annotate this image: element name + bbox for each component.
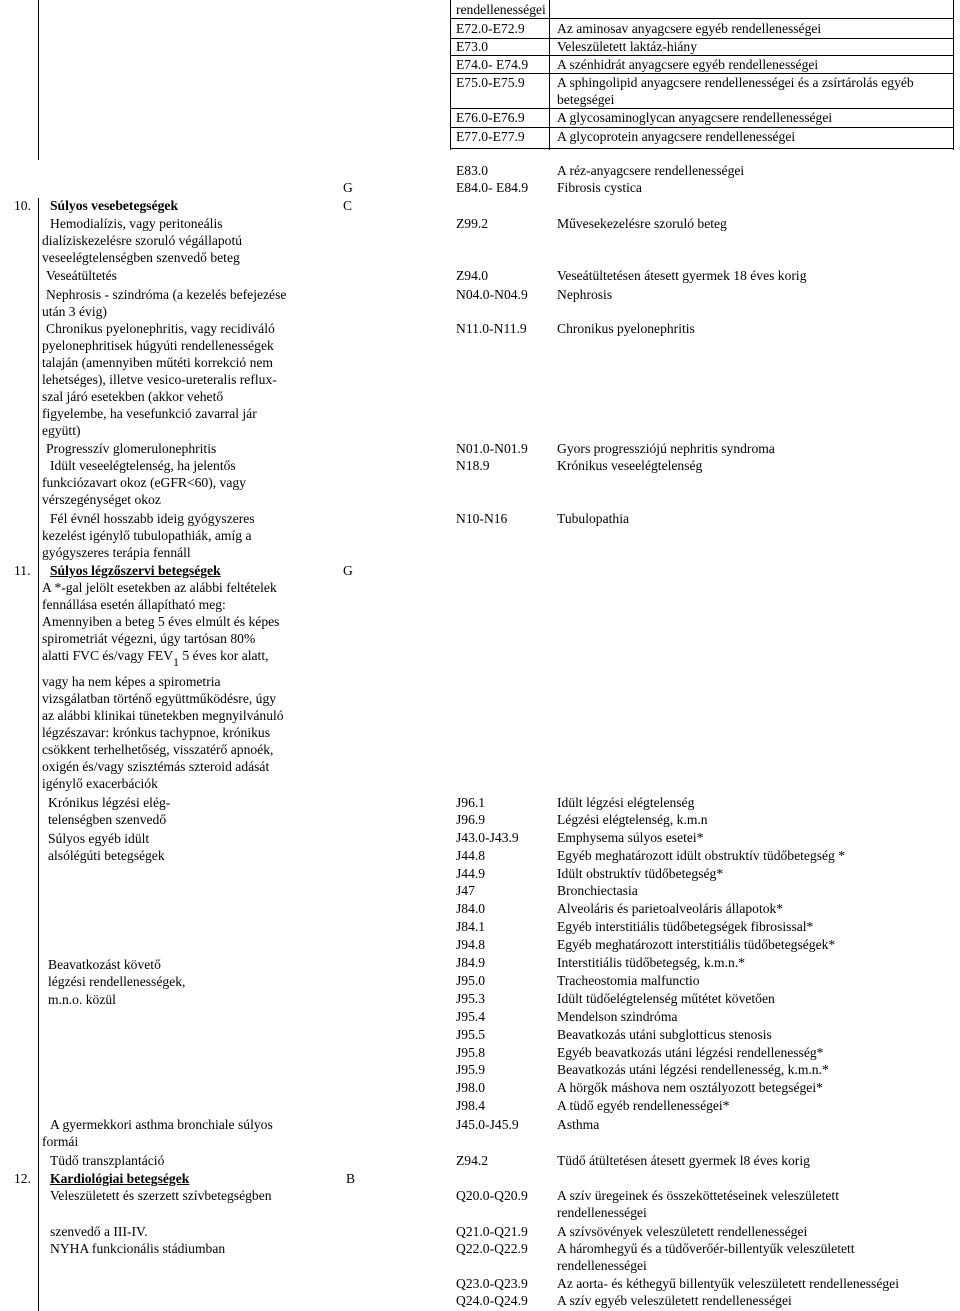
section-number: 10. <box>14 198 31 213</box>
row-code: J98.4 <box>456 1098 486 1113</box>
row-desc: Alveoláris és parietoalveoláris állapotok* <box>557 901 784 916</box>
row-code: E77.0-E77.9 <box>456 129 525 144</box>
section-title: Kardiológiai betegségek <box>50 1171 190 1186</box>
condition-label: dialíziskezelésre szoruló végállapotú <box>42 233 243 248</box>
condition-label: Nephrosis - szindróma (a kezelés befejezése <box>46 287 287 302</box>
row-desc: Interstitiális tüdőbetegség, k.m.n.* <box>557 955 746 970</box>
row-code: J94.8 <box>456 937 486 952</box>
section-title: Súlyos vesebetegségek <box>50 198 178 213</box>
row-code: J95.3 <box>456 991 486 1006</box>
row-code: E75.0-E75.9 <box>456 75 525 90</box>
row-code: E73.0 <box>456 39 489 54</box>
intro-text: fennállása esetén állapítható meg: <box>42 597 226 612</box>
row-code: Z99.2 <box>456 216 489 231</box>
row-code: J84.1 <box>456 919 486 934</box>
intro-text: csökkent terhelhetőség, visszatérő apnoék, <box>42 742 274 757</box>
condition-label: Veleszületett és szerzett szívbetegségben <box>50 1188 272 1203</box>
condition-label: együtt) <box>42 423 81 438</box>
condition-label: Hemodialízis, vagy peritoneális <box>50 216 223 231</box>
condition-label: formái <box>42 1134 79 1149</box>
condition-label: Progresszív glomerulonephritis <box>46 441 217 456</box>
row-code: J95.4 <box>456 1009 486 1024</box>
row-desc: Nephrosis <box>557 287 613 302</box>
row-code: Z94.2 <box>456 1153 489 1168</box>
intro-text: vizsgálatban történő együttműködésre, úgy <box>42 691 277 706</box>
row-code: J84.9 <box>456 955 486 970</box>
intro-text: az alábbi klinikai tünetekben megnyilvánuló <box>42 708 284 723</box>
row-desc: Az aminosav anyagcsere egyéb rendellenességei <box>557 21 822 36</box>
row-desc: rendellenességei <box>557 1205 647 1220</box>
condition-label: telenségben szenvedő <box>48 812 167 827</box>
table-border-left <box>38 198 39 1311</box>
row-desc: A hörgők máshova nem osztályozott betegségei* <box>557 1080 823 1095</box>
condition-label: lehetséges), illetve vesico-ureteralis reflux- <box>42 372 277 387</box>
row-desc: A szív üregeinek és összeköttetéseinek veleszületett <box>557 1188 839 1203</box>
row-desc: Légzési elégtelenség, k.m.n <box>557 812 708 827</box>
row-desc: A sphingolipid anyagcsere rendellenességei és a zsírtárolás egyéb <box>557 75 914 90</box>
condition-label: NYHA funkcionális stádiumban <box>50 1241 226 1256</box>
group-letter: B <box>346 1171 356 1186</box>
row-desc: betegségei <box>557 92 615 107</box>
row-code: N18.9 <box>456 458 490 473</box>
section-number: 12. <box>14 1171 31 1186</box>
row-desc: A tüdő egyéb rendellenességei* <box>557 1098 730 1113</box>
row-code: J95.5 <box>456 1027 486 1042</box>
row-desc: A szívsövények veleszületett rendellenességei <box>557 1224 808 1239</box>
fev-line <box>42 648 269 669</box>
condition-label: Idült veseelégtelenség, ha jelentős <box>50 458 236 473</box>
row-desc: A glycoprotein anyagcsere rendellenességei <box>557 129 796 144</box>
row-desc: Az aorta- és kéthegyű billentyűk veleszületett rendellenességei <box>557 1276 899 1291</box>
condition-label: A gyermekkori asthma bronchiale súlyos <box>50 1117 273 1132</box>
condition-label: kezelést igénylő tubulopathiák, amíg a <box>42 528 252 543</box>
intro-text: légzészavar: krónkus tachypnoe, krónikus <box>42 725 271 740</box>
row-desc: Egyéb meghatározott interstitiális tüdőbetegségek* <box>557 937 836 952</box>
row-desc: Krónikus veseelégtelenség <box>557 458 703 473</box>
condition-label: talaján (amennyiben műtéti korrekció nem <box>42 355 274 370</box>
condition-label: Fél évnél hosszabb ideig gyógyszeres <box>50 511 255 526</box>
row-code: E76.0-E76.9 <box>456 110 525 125</box>
row-desc: Egyéb beavatkozás utáni légzési rendellenesség* <box>557 1045 824 1060</box>
row-desc: Tubulopathia <box>557 511 630 526</box>
intro-text: Amennyiben a beteg 5 éves elmúlt és képes <box>42 614 280 629</box>
row-desc: Mendelson szindróma <box>557 1009 678 1024</box>
condition-label: veseelégtelenségben szenvedő beteg <box>42 250 240 265</box>
row-code: J45.0-J45.9 <box>456 1117 519 1132</box>
row-code: J43.0-J43.9 <box>456 830 519 845</box>
row-desc: rendellenességei <box>456 2 546 17</box>
row-desc: Veleszületett laktáz-hiány <box>557 39 698 54</box>
condition-label: szal járó esetekben (akkor vehető <box>42 389 224 404</box>
condition-label: Krónikus légzési elég- <box>48 795 171 810</box>
row-desc: Veseátültetésen átesett gyermek 18 éves korig <box>557 268 807 283</box>
intro-text: A *-gal jelölt esetekben az alábbi feltételek <box>42 580 277 595</box>
condition-label: szenvedő a III-IV. <box>50 1224 148 1239</box>
condition-label: Beavatkozást követő <box>48 957 161 972</box>
condition-label: gyógyszeres terápia fennáll <box>42 545 191 560</box>
row-divider <box>450 127 954 128</box>
row-desc: Egyéb interstitiális tüdőbetegségek fibrosissal* <box>557 919 814 934</box>
row-desc: Asthma <box>557 1117 600 1132</box>
row-code: J84.0 <box>456 901 486 916</box>
group-letter: G <box>343 563 353 578</box>
row-desc: A glycosaminoglycan anyagcsere rendellenességei <box>557 110 833 125</box>
fev-text: alatti FVC és/vagy FEV <box>42 648 174 663</box>
intro-text: vagy ha nem képes a spirometria <box>42 674 221 689</box>
row-code: J95.9 <box>456 1062 486 1077</box>
row-code: J95.0 <box>456 973 486 988</box>
row-desc: Gyors progressziójú nephritis syndroma <box>557 441 775 456</box>
row-code: J96.1 <box>456 795 486 810</box>
fev-text-after: 5 éves kor alatt, <box>179 648 269 663</box>
row-desc: Fibrosis cystica <box>557 180 642 195</box>
group-letter: G <box>343 180 353 195</box>
row-desc: rendellenességei <box>557 1258 647 1273</box>
row-code: Z94.0 <box>456 268 489 283</box>
row-divider <box>450 18 954 19</box>
row-code: J98.0 <box>456 1080 486 1095</box>
row-code: J95.8 <box>456 1045 486 1060</box>
row-code: Q23.0-Q23.9 <box>456 1276 528 1291</box>
condition-label: funkciózavart okoz (eGFR<60), vagy <box>42 475 246 490</box>
group-letter: C <box>343 198 353 213</box>
row-desc: A szív egyéb veleszületett rendellenességei <box>557 1293 792 1308</box>
row-code: Q22.0-Q22.9 <box>456 1241 528 1256</box>
row-desc: Beavatkozás utáni subglotticus stenosis <box>557 1027 772 1042</box>
row-desc: Tracheostomia malfunctio <box>557 973 700 988</box>
condition-label: légzési rendellenességek, <box>48 974 186 989</box>
intro-text: spirometriát végezni, úgy tartósan 80% <box>42 631 256 646</box>
condition-label: pyelonephritisek húgyúti rendellenességek <box>42 338 274 353</box>
condition-label: figyelembe, ha vesefunkció zavarral jár <box>42 406 257 421</box>
row-desc: Egyéb meghatározott idült obstruktív tüdőbetegség * <box>557 848 846 863</box>
row-code: Q24.0-Q24.9 <box>456 1293 528 1308</box>
row-code: Q21.0-Q21.9 <box>456 1224 528 1239</box>
row-code: J96.9 <box>456 812 486 827</box>
row-divider <box>450 108 954 109</box>
row-desc: A réz-anyagcsere rendellenességei <box>557 163 745 178</box>
condition-label: vérszegénységet okoz <box>42 492 161 507</box>
row-code: N10-N16 <box>456 511 508 526</box>
row-divider <box>450 55 954 56</box>
row-desc: Idült obstruktív tüdőbetegség* <box>557 866 724 881</box>
row-code: E74.0- E74.9 <box>456 57 529 72</box>
row-code: J44.9 <box>456 866 486 881</box>
row-desc: Chronikus pyelonephritis <box>557 321 695 336</box>
row-desc: A háromhegyű és a tüdőverőér-billentyűk veleszületett <box>557 1241 855 1256</box>
fev-subscript: 1 <box>173 655 180 669</box>
condition-label: Súlyos egyéb idült <box>48 831 150 846</box>
row-desc: Bronchiectasia <box>557 883 638 898</box>
row-desc: Tüdő átültetésen átesett gyermek l8 éves korig <box>557 1153 810 1168</box>
row-code: Q20.0-Q20.9 <box>456 1188 528 1203</box>
section-number: 11. <box>14 563 31 578</box>
condition-label: alsólégúti betegségek <box>48 848 165 863</box>
row-code: E84.0- E84.9 <box>456 180 529 195</box>
intro-text: oxigén és/vagy szisztémás szteroid adását <box>42 759 270 774</box>
row-code: J47 <box>456 883 475 898</box>
row-code: N11.0-N11.9 <box>456 321 527 336</box>
row-desc: Művesekezelésre szoruló beteg <box>557 216 727 231</box>
row-divider <box>450 38 954 39</box>
row-desc: A szénhidrát anyagcsere egyéb rendellenességei <box>557 57 819 72</box>
row-desc: Beavatkozás utáni légzési rendellenesség, k.m.n.* <box>557 1062 829 1077</box>
row-code: N04.0-N04.9 <box>456 287 528 302</box>
condition-label: m.n.o. közül <box>48 992 116 1007</box>
row-code: J44.8 <box>456 848 486 863</box>
intro-text: igénylő exacerbációk <box>42 776 158 791</box>
row-desc: Idült tüdőelégtelenség műtétet követően <box>557 991 775 1006</box>
condition-label: Veseátültetés <box>46 268 117 283</box>
condition-label: Chronikus pyelonephritis, vagy recidiváló <box>46 321 275 336</box>
row-desc: Idült légzési elégtelenség <box>557 795 695 810</box>
row-code: E72.0-E72.9 <box>456 21 525 36</box>
table-border-left <box>38 0 39 160</box>
section-title: Súlyos légzőszervi betegségek <box>50 563 221 578</box>
row-code: E83.0 <box>456 163 489 178</box>
row-code: N01.0-N01.9 <box>456 441 528 456</box>
row-desc: Emphysema súlyos esetei* <box>557 830 704 845</box>
row-divider <box>450 73 954 74</box>
condition-label: után 3 évig) <box>42 304 107 319</box>
row-divider <box>450 148 954 149</box>
condition-label: Tüdő transzplantáció <box>50 1153 165 1168</box>
